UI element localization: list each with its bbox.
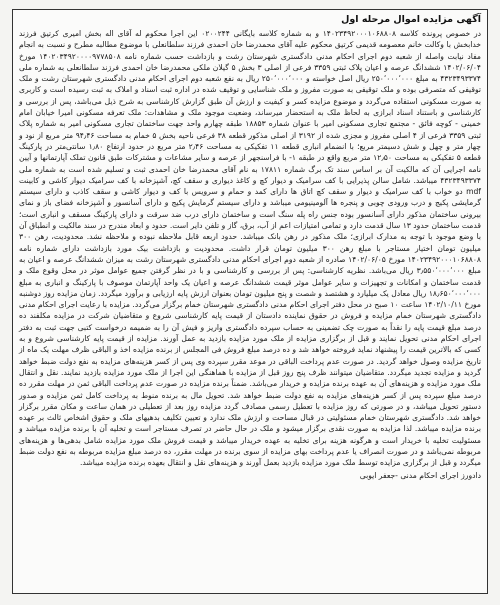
notice-body: در خصوص پرونده کلاسه ۱۴۰۲۳۴۹۲۰۰۰۱۰۶۸۸۰۸ و به شماره کلاسه بایگانی ۰۲۰۰۲۴۴ این اجرا محکوم له آقای اله بخش امیری کرتیق فرزند خدابخش با وکالت خانم معصومه قدیمی کرتیق محکوم علیه آقای محمدرضا خان احمدی فرزند سلطانعلی با موضوع مطالبه مطرح و نسبت به انجام مفاد نیابت واصله از شعبه دوم اجرای احکام مدنی دادگستری شهرستان رشت و بازداشت حسب شماره نامه ۱۴۰۲۰۳۴۹۲۰۰۰۰۹۷۷۸۵۰۸ مورخ ۱۴۰۲/۰۶/۰۴ ششدانگ عرصه و اعیان پلاک ثبتی ۳۳۵۹ فرعی از اصلی ۳ بخش ۵ گیلان ملکی محمدرضا خان احمدی فرزند سلطانعلی به شماره ملی ۴۳۲۳۴۹۳۳۷۴ به مبلغ ۲۵۰٬۰۰۰٬۰۰۰ ریال اصل خواسته و ۲۵۰٬۰۰۰٬۰۰۰ ریال به نفع شعبه دوم اجرای احکام مدنی دادگستری شهرستان رشت و ملک توقیفی که متصرفی بوده و ملک توقیفی به صورت مفروز و ملک شناسایی و توقیف شده در اداره ثبت اسناد و املاک به ثبت رسیده است و کاربری به صورت مسکونی استفاده می‌گردد و موضوع مزایده کسر و کیفیت و ارزش آن طبق گزارش کارشناسی به شرح ذیل می‌باشد، پس از بررسی و کارشناسی و باستناد اسناد ابرازی به لحاظ ملک به استحضار میرساند، وضعیت موجود ملک و مشاهدات: ملک تعرفه مسکونی امیرا خیابان امام خمینی - کوچه فائق - مجتمع تجاری مسکونی امیر با عنوان شماره ۱۸۸۵۳ طبقه چهارم واحد جهت ساختمان تجاری مسکونی امیر به شماره پلاک ثبتی ۳۳۵۹ فرعی از ۴ اصلی مفروز و مجزی شده از ۳۱۹۲ از اصلی مذکور قطعه ۳۸ فرعی ناحیه بخش ۵ خمام به مساحت ۹۴٫۴۶ متر مربع از نود و چهار متر و چهل و شش دسیمتر مربع؛ با انضمام انباری قطعه ۱۱ تفکیکی به مساحت ۲٫۴۶ متر مربع در حدود ارتفاع ۱٫۸۰ سانتی‌متر در پارکینگ قطعه ۵ تفکیکی به مساحت ۱۲٫۵۰ متر مربع واقع در طبقه ۱- با فراسنجهر از عرصه و سایر مشاعات و مشترکات طبق قانون تملک آپارتمانها و آیین نامه اجرایی آن که مالکیت آن بر اساس سند تک برگ شماره ۱۷۸۱۱ به نام آقای محمدرضا خان احمدی ثبت و تسلیم شده است به شماره ملی ۴۳۲۳۴۹۳۳۷۴ میباشد. شامل سالن پذیرایی با کف سرامیک و دیوار کچ و کاغذ دیواری و سقف کچ، آشپزخانه با کف سرامیک دیوار کاشی و کابینت mdf دو خواب با کف سرامیک و دیوار و سقف کچ اتاق ها دارای کمد و حمام و سرویس با کف و دیوار کاشی و سقف کاذب و دارای سیستم گرمایشی پکیج و درب ورودی چوبی و پنجره ها آلومینیومی میباشد و دارای سیستم گرمایش پکیج و دارای آسانسور و آشپزخانه فضای باز و نمای بیرونی ساختمان مذکور دارای آسانسور بوده جنس راه پله سنگ است و ساختمان دارای درب ضد سرقت و دارای پارکینگ مسقف و انباری است؛ قدمت ساختمان حدود ۱۳ سال قدمت دارد و تمامی امتیازات اعم از آب، برق، گاز و تلفن دایر است. حدود و ابعاد مندرج در سند مالکیت و انطباق آن با وضع موجود با توجه به مدارک ابرازی؛ ملک مذکور در رهن بانک میباشد. حدود اربعه قابل ملاحظه نبوده و ملاحظه نشد. محدودیت، رهن ۳۰۰ میلیون تومان اختیار مستاجر با مبلغ رهن ۳۰۰ میلیون تومان قرار داشت. محدودیت و بازداشت بیک مورد بازداشت دارای شماره نامه ۱۴۰۲۳۴۹۲۰۰۰۱۰۶۸۸۰۸ مورخ ۱۴۰۲/۰۶/۰۵ صادره از شعبه دوم اجرای احکام مدنی دادگستری شهرستان رشت به میزان ششدانگ عرصه و اعیان به مبلغ ۳٫۵۵۰٬۰۰۰٬۰۰۰ ریال می‌باشد. نظریه کارشناسی: پس از بررسی و کارشناسی و با در نظر گرفتن جمیع عوامل موثر در محل وقوع ملک و قدمت ساختمان و امکانات و تجهیزات و سایر عوامل موثر قیمت ششدانگ عرصه و اعیان یک واحد آپارتمان موصوف با پارکینگ و انباری به مبلغ ۱۸٫۶۵۰٬۰۰۰٬۰۰۰ ریال معادل یک میلیارد و هشتصد و شصت و پنج میلیون تومان بعنوان ارزش پایه ارزیابی و برآورد میگردد. زمان مزایده روز دوشنبه مورخ ۱۴۰۲/۱۰/۱۱ ساعت ۱۰ صبح در محل دفتر اجرای احکام مدنی دادگستری شهرستان خمام برگزار می‌گردد. مزایده با رعایت اجرای احکام مدنی دادگستری شهرستان خمام مزایده و فروش در حقوق نماینده دادستان از قیمت پایه کارشناسی شروع و متقاضیان شرکت در مزایده مکلفند ده درصد مبلغ قیمت پایه را نقداً به صورت چک تضمینی به حساب سپرده دادگستری واریز و فیش آن را به ضمیمه درخواست کتبی جهت ثبت به دفتر اجرای احکام مدنی تحویل نمایند و قبل از برگزاری مزایده از ملک مورد مزایده بازدید به عمل آورند. مزایده از قیمت پایه کارشناسی شروع و به کسی که بالاترین قیمت را پیشنهاد نماید فروخته خواهد شد و ده درصد مبلغ فروش فی المجلس از برنده مزایده اخذ و الباقی ظرف مهلت یک ماه از تاریخ مزایده وصول خواهد گردید. در صورت عدم پرداخت الباقی در موعد مقرر سپرده وی پس از کسر هزینه‌های مزایده به نفع دولت ضبط خواهد گردید و مزایده تجدید میگردد. متقاضیان میتوانند ظرف پنج روز قبل از مزایده با هماهنگی این اجرا از ملک مورد مزایده بازدید نمایند. نقل و انتقال ملک مورد مزایده و هزینه‌های آن به عهده برنده مزایده و خریدار می‌باشد. ضمناً برنده مزایده در صورت عدم پرداخت الباقی ثمن در مهلت مقرر ده درصد مبلغ سپرده پس از کسر هزینه‌های مزایده به نفع دولت ضبط خواهد شد. تحویل مال به برنده منوط به پرداخت کامل ثمن مزایده و صدور دستور تحویل میباشد، و در صورتی که روز مزایده با تعطیل رسمی مصادف گردد مزایده روز بعد از تعطیلی در همان ساعت و مکان مقرر برگزار خواهد شد. دادگستری شهرستان خمام مسئولیتی در قبال مساحت و ارزش ملک ندارد و تعیین تکلیف بدهیهای ملک و حقوق اشخاص ثالث بر عهده برنده مزایده میباشد. لذا مزایده به صورت نقدی برگزار میشود و ملک در حال حاضر در تصرف مستاجر است و تخلیه آن با برنده مزایده میباشد و مسئولیت تخلیه با خریدار است و هرگونه هزینه برای تخلیه به عهده خریدار میباشد و قیمت فروش ملک مورد مزایده شامل بدهی‌ها و هزینه‌های مربوطه نمی‌باشد و در صورت انصراف یا عدم پرداخت بهای مزایده از سوی برنده در مهلت مقرر، ده درصد مبلغ مزایده مربوطه به نفع دولت ضبط میگردد و قبل از برگزاری مزایده توسط ملک مورد مزایده بازدید بعمل آورند و هزینه‌های نقل و انتقال بعهده برنده مزایده میباشد. [19,29,482,468]
notice-title: آگهی مزایده اموال مرحله اول [341,14,481,25]
auction-notice [12,9,488,594]
notice-signature: دادورز اجرای احکام مدنی -جعفر ایوبی [359,470,481,480]
